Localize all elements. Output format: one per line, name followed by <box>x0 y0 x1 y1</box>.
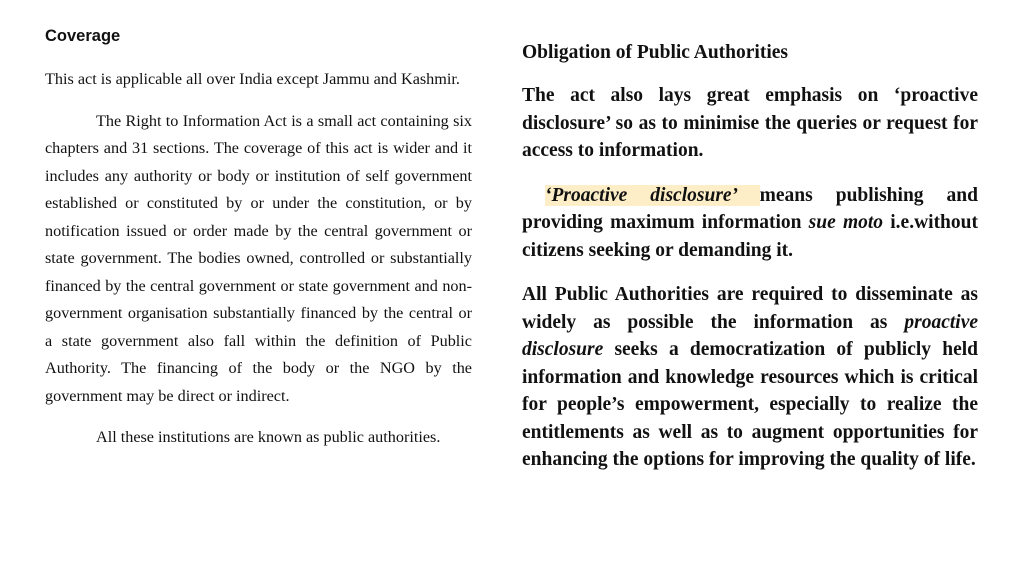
obligation-paragraph-1: The act also lays great emphasis on ‘proactive disclosure’ so as to minimise the queries or request for access to information. <box>522 85 978 161</box>
coverage-paragraph-1: This act is applicable all over India except Jammu and Kashmir. <box>45 70 460 88</box>
obligation-paragraph-3 <box>522 281 978 474</box>
coverage-heading: Coverage <box>45 27 121 45</box>
obligation-paragraph-2-text-a: means publishing and providing maximum information <box>522 184 978 233</box>
coverage-paragraph-2: The Right to Information Act is a small act containing six chapters and 31 sections. The coverage of this act is wider and it includes any authority or body or institution of self government established or constituted by or under the constitution, or by notification issued or order made by the central government or state government. The bodies owned, controlled or substantially financed by the central government or state government and non-government organisation substantially financed by the central or a state government also fall within the definition of Public Authority. The financing of the body or the NGO by the government may be direct or indirect. <box>45 111 472 405</box>
right-column <box>522 38 978 491</box>
proactive-disclosure-highlight: ‘Proactive disclosure’ <box>545 184 760 206</box>
sue-moto-term: sue moto <box>808 212 884 233</box>
left-column <box>45 24 472 466</box>
obligation-paragraph-3-text-b: seeks a democratization of publicly held information and knowledge resources which is critical for people’s empowerment, especially to realize the entitlements as well as to augment opportunities for enhancing the options for improving the quality of life. <box>522 339 978 470</box>
obligation-heading: Obligation of Public Authorities <box>522 42 788 63</box>
proactive-disclosure-term: proactive disclosure <box>522 311 978 360</box>
obligation-paragraph-2 <box>522 182 978 265</box>
obligation-paragraph-2-text-b: i.e.without citizens seeking or demanding it. <box>522 212 978 261</box>
coverage-paragraph-3: All these institutions are known as public authorities. <box>96 428 441 446</box>
obligation-paragraph-3-text-a: All Public Authorities are required to disseminate as widely as possible the information as <box>522 284 978 333</box>
